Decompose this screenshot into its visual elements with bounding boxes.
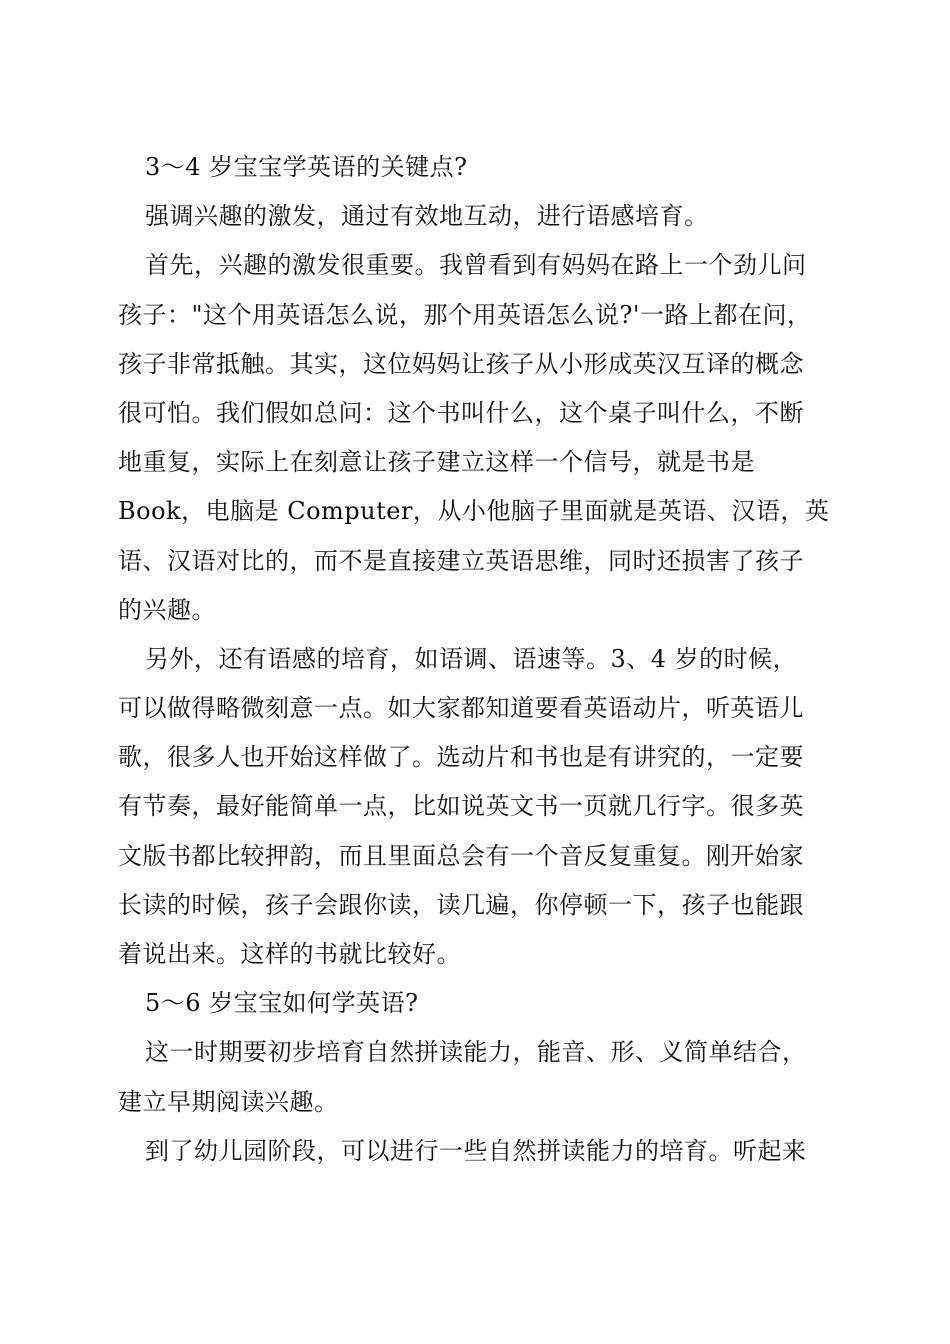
text-line: 5～6 岁宝宝如何学英语? bbox=[145, 989, 419, 1018]
document-body bbox=[118, 143, 838, 1176]
text-line: 长读的时候，孩子会跟你读，读几遍，你停顿一下，孩子也能跟 bbox=[118, 890, 804, 919]
text-line: 很可怕。我们假如总问：这个书叫什么，这个桌子叫什么，不断 bbox=[118, 398, 804, 427]
text-line: 的兴趣。 bbox=[118, 595, 216, 624]
text-line: 强调兴趣的激发，通过有效地互动，进行语感培育。 bbox=[145, 202, 709, 231]
text-line: 孩子非常抵触。其实，这位妈妈让孩子从小形成英汉互译的概念 bbox=[118, 349, 804, 378]
text-line: 这一时期要初步培育自然拼读能力，能音、形、义简单结合， bbox=[145, 1038, 807, 1067]
text-line: 首先，兴趣的激发很重要。我曾看到有妈妈在路上一个劲儿问 bbox=[145, 251, 807, 280]
text-line: 语、汉语对比的，而不是直接建立英语思维，同时还损害了孩子 bbox=[118, 546, 804, 575]
text-line: 到了幼儿园阶段，可以进行一些自然拼读能力的培育。听起来 bbox=[145, 1136, 807, 1165]
text-line: 文版书都比较押韵，而且里面总会有一个音反复重复。刚开始家 bbox=[118, 841, 804, 870]
text-line: Book，电脑是 Computer，从小他脑子里面就是英语、汉语，英 bbox=[118, 497, 830, 526]
text-line: 地重复，实际上在刻意让孩子建立这样一个信号，就是书是 bbox=[118, 448, 755, 477]
text-line: 另外，还有语感的培育，如语调、语速等。3、4 岁的时候， bbox=[145, 644, 798, 673]
text-line: 可以做得略微刻意一点。如大家都知道要看英语动片，听英语儿 bbox=[118, 694, 804, 723]
text-line: 孩子："这个用英语怎么说，那个用英语怎么说?'一路上都在问， bbox=[118, 300, 812, 329]
text-line: 歌，很多人也开始这样做了。选动片和书也是有讲究的，一定要 bbox=[118, 743, 804, 772]
text-line: 3～4 岁宝宝学英语的关键点? bbox=[145, 153, 468, 181]
text-line: 着说出来。这样的书就比较好。 bbox=[118, 940, 461, 968]
text-line: 有节奏，最好能简单一点，比如说英文书一页就几行字。很多英 bbox=[118, 792, 804, 821]
text-line: 建立早期阅读兴趣。 bbox=[118, 1087, 339, 1116]
